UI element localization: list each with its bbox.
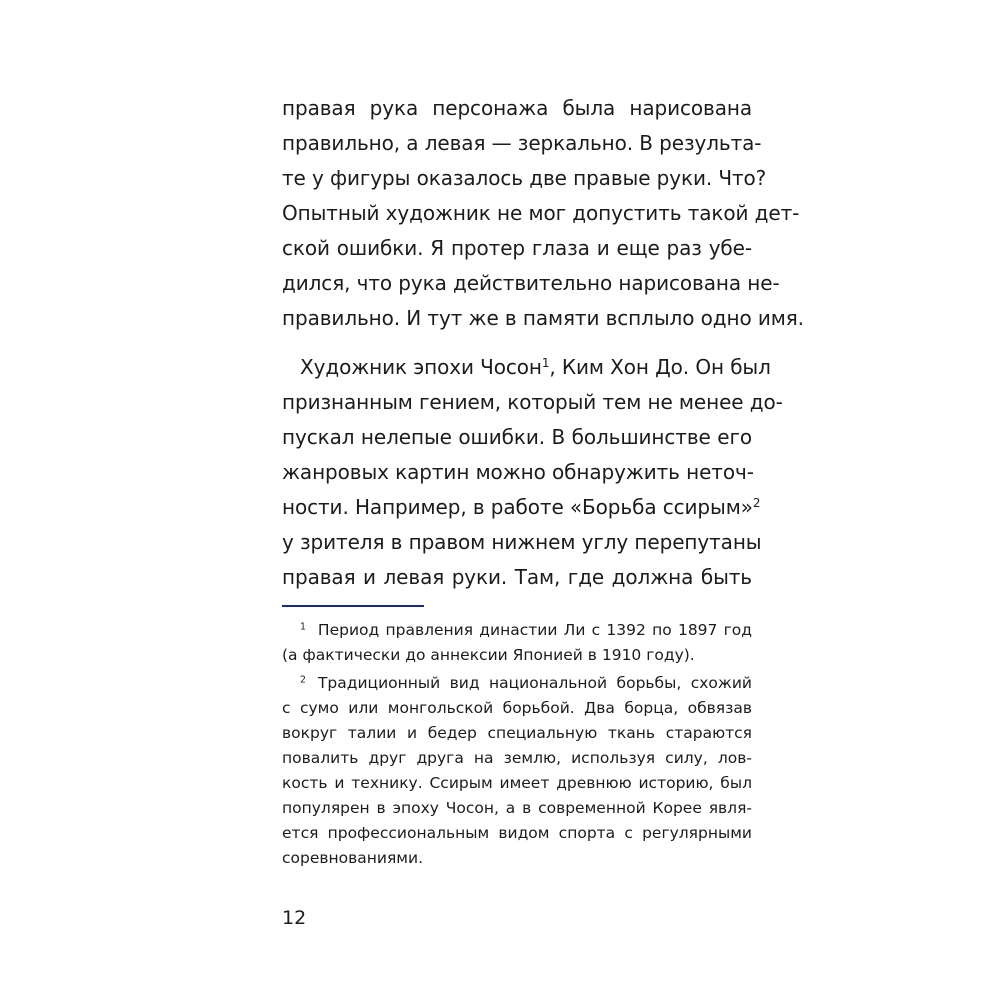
footnote-separator xyxy=(282,605,424,607)
footnote-1-line: $^1$ Период правления династии Ли с 1392 по 1897 год xyxy=(300,621,752,639)
body-line: жанровых картин можно обнаружить неточ- xyxy=(282,460,754,484)
body-line: Опытный художник не мог допустить такой дет- xyxy=(282,201,800,225)
body-line: ской ошибки. Я протер глаза и еще раз убе- xyxy=(282,236,752,260)
body-line-with-footnote-ref xyxy=(300,355,771,379)
body-line-with-footnote-ref xyxy=(282,495,761,519)
footnote-1-number: 1 xyxy=(300,621,306,633)
footnote-ref-1[interactable]: 1 xyxy=(541,355,550,370)
body-text: Художник эпохи Чосон xyxy=(300,355,542,379)
footnote-2-number: 2 xyxy=(300,674,306,686)
body-text: ности. Например, в работе «Борьба ссирым» xyxy=(282,495,753,519)
footnote-2-line: $^2$ Традиционный вид национальной борьбы, схожий xyxy=(300,674,752,692)
footnote-2-line: популярен в эпоху Чосон, а в современной Корее явля- xyxy=(282,799,752,817)
footnote-2-line: ется профессиональным видом спорта с регулярными xyxy=(282,824,752,842)
body-line: правильно, а левая — зеркально. В результа- xyxy=(282,131,762,155)
body-line: у зрителя в правом нижнем углу перепутаны xyxy=(282,530,762,554)
footnote-2-line: с сумо или монгольской борьбой. Два борца, обвязав xyxy=(282,699,752,717)
page-number: 12 xyxy=(282,907,307,929)
body-line: правая и левая руки. Там, где должна быть xyxy=(282,565,752,589)
footnote-2-line: повалить друг друга на землю, используя силу, лов- xyxy=(282,749,752,767)
body-line: правильно. И тут же в памяти всплыло одно имя. xyxy=(282,306,804,330)
footnote-2-line: соревнованиями. xyxy=(282,849,423,867)
body-line: те у фигуры оказалось две правые руки. Что? xyxy=(282,166,767,190)
body-text: , Ким Хон До. Он был xyxy=(549,355,771,379)
footnote-ref-2[interactable]: 2 xyxy=(752,495,761,510)
body-line: признанным гением, который тем не менее до- xyxy=(282,390,783,414)
footnote-2-line: вокруг талии и бедер специальную ткань стараются xyxy=(282,724,752,742)
footnote-2-line: кость и технику. Ссирым имеет древнюю историю, был xyxy=(282,774,752,792)
footnote-1-line: (а фактически до аннексии Японией в 1910 году). xyxy=(282,646,695,664)
body-line: правая рука персонажа была нарисована xyxy=(282,96,752,120)
body-line: дился, что рука действительно нарисована не- xyxy=(282,271,780,295)
body-line: пускал нелепые ошибки. В большинстве его xyxy=(282,425,752,449)
